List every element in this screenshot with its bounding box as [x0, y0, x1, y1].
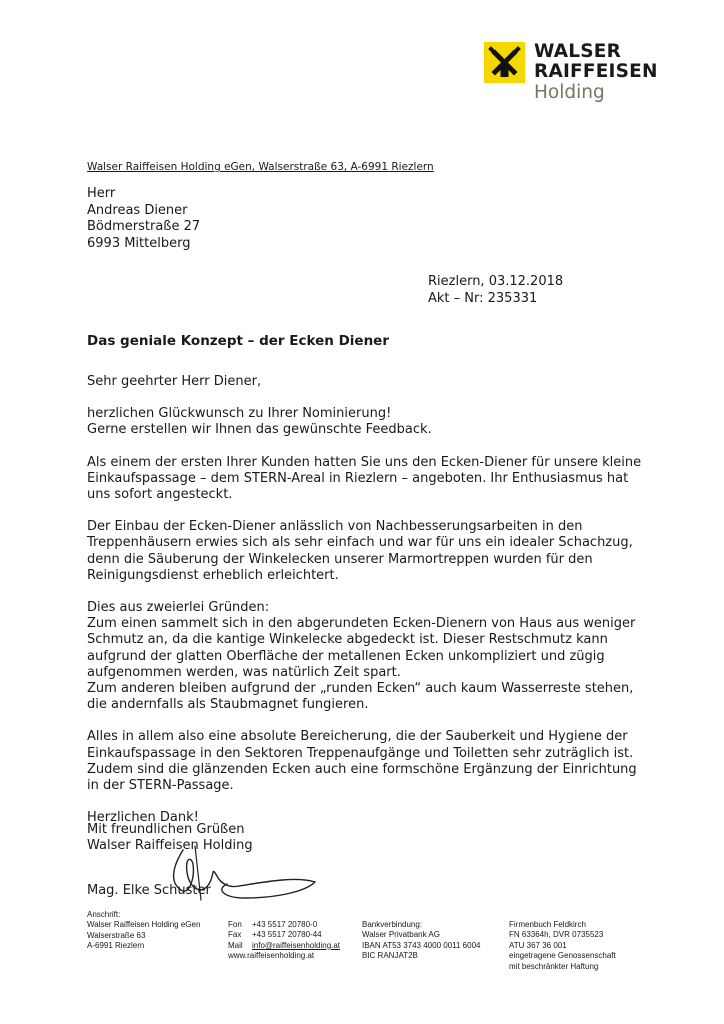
sender-address-line: Walser Raiffeisen Holding eGen, Walserstraße 63, A-6991 Riezlern [87, 161, 434, 173]
paragraph-1 [87, 406, 647, 438]
footer-legal-2: mit beschränkter Haftung [509, 961, 599, 971]
logo-line-2: RAIFFEISEN [534, 61, 658, 82]
place-date: Riezlern, 03.12.2018 [428, 274, 564, 289]
footer-contact [228, 920, 340, 962]
footer-legal-1: eingetragene Genossenschaft [509, 951, 616, 961]
paragraph-4-line-2: Zum einen sammelt sich in den abgerundeten Ecken-Dienern von Haus aus weniger Schmutz an, da die kantige Winkelecke abgedeckt ist. Dieser Restschmutz kann aufgrund der glatten Oberfläche der metallenen Ecken unkompliziert und zügig aufgenommen werden, was natürlich Zeit spart. [87, 616, 636, 680]
recipient-street: Bödmerstraße 27 [87, 219, 201, 234]
footer-atu: ATU 367 36 001 [509, 940, 567, 950]
footer-bic: BIC RANJAT2B [362, 951, 418, 961]
logo-wordmark [534, 42, 658, 104]
recipient-city: 6993 Mittelberg [87, 235, 191, 251]
footer-address-line-3: A-6991 Riezlern [87, 941, 145, 951]
logo-line-3: Holding [534, 82, 605, 103]
thanks: Herzlichen Dank! [87, 810, 199, 826]
company-logo [484, 40, 684, 112]
closing-regards: Mit freundlichen Grüßen [87, 822, 245, 837]
footer-iban: IBAN AT53 3743 4000 0011 6004 [362, 940, 481, 950]
recipient-address [87, 186, 200, 252]
letter-subject: Das geniale Konzept – der Ecken Diener [87, 333, 389, 349]
footer-register [509, 920, 616, 972]
paragraph-5: Alles in allem also eine absolute Bereicherung, die der Sauberkeit und Hygiene der Einkaufspassage in den Sektoren Treppenaufgänge und Toiletten sehr zuträglich ist. Zudem sind die glänzenden Ecken auch eine formschöne Ergänzung der Einrichtung in der STERN-Passage. [87, 729, 637, 794]
footer-register-fn: FN 63364h, DVR 0735523 [509, 930, 604, 940]
footer-mail-link[interactable]: info@raiffeisenholding.at [252, 940, 341, 950]
paragraph-1-line-1: herzlichen Glückwunsch zu Ihrer Nominierung! [87, 406, 392, 422]
footer-address-label: Anschrift: [87, 910, 121, 919]
paragraph-3: Der Einbau der Ecken-Diener anlässlich von Nachbesserungsarbeiten in den Treppenhäusern erwies sich als sehr einfach und war für uns ein idealer Schachzug, denn die Säuberung der Winkelecken unserer Marmortreppen wurden für den Reinigungsdienst erheblich erleichtert. [87, 519, 633, 583]
recipient-name: Andreas Diener [87, 202, 188, 218]
footer-fax-label: Fax [228, 930, 242, 940]
footer-fax-row [228, 930, 340, 940]
footer-fon: +43 5517 20780-0 [252, 920, 318, 929]
footer-address-line-2: Walserstraße 63 [87, 930, 146, 940]
footer-web-link[interactable]: www.raiffeisenholding.at [228, 951, 315, 961]
raiffeisen-gable-cross-icon [484, 42, 525, 83]
footer-address-line-1: Walser Raiffeisen Holding eGen [87, 920, 201, 930]
footer-mail-row [228, 941, 340, 951]
paragraph-4-line-3: Zum anderen bleiben aufgrund der „runden Ecken“ auch kaum Wasserreste stehen, die andernfalls als Staubmagnet fungieren. [87, 681, 634, 713]
paragraph-1-line-2: Gerne erstellen wir Ihnen das gewünschte Feedback. [87, 422, 432, 438]
recipient-salutation: Herr [87, 186, 116, 201]
footer-mail-label: Mail [228, 940, 243, 950]
paragraph-2: Als einem der ersten Ihrer Kunden hatten Sie uns den Ecken-Diener für unsere kleine Einkaufspassage – dem STERN-Areal in Riezlern – angeboten. Ihr Enthusiasmus hat uns sofort angesteckt. [87, 454, 642, 503]
signer-name: Mag. Elke Schuster [87, 883, 211, 898]
footer-bank [362, 920, 480, 962]
closing-organization: Walser Raiffeisen Holding [87, 838, 253, 854]
footer-bank-name: Walser Privatbank AG [362, 930, 440, 940]
footer-fon-label: Fon [228, 920, 242, 929]
footer-bank-label: Bankverbindung: [362, 920, 423, 929]
paragraph-4-line-1: Dies aus zweierlei Gründen: [87, 600, 270, 616]
letter-body [87, 374, 647, 842]
footer-register-label: Firmenbuch Feldkirch [509, 920, 586, 929]
footer-address [87, 910, 200, 952]
logo-line-1: WALSER [534, 41, 622, 62]
date-reference-block [428, 274, 563, 307]
paragraph-4 [87, 600, 647, 713]
footer-fon-row [228, 920, 340, 930]
footer-fax: +43 5517 20780-44 [252, 930, 322, 940]
greeting: Sehr geehrter Herr Diener, [87, 374, 262, 389]
file-reference: Akt – Nr: 235331 [428, 290, 538, 306]
